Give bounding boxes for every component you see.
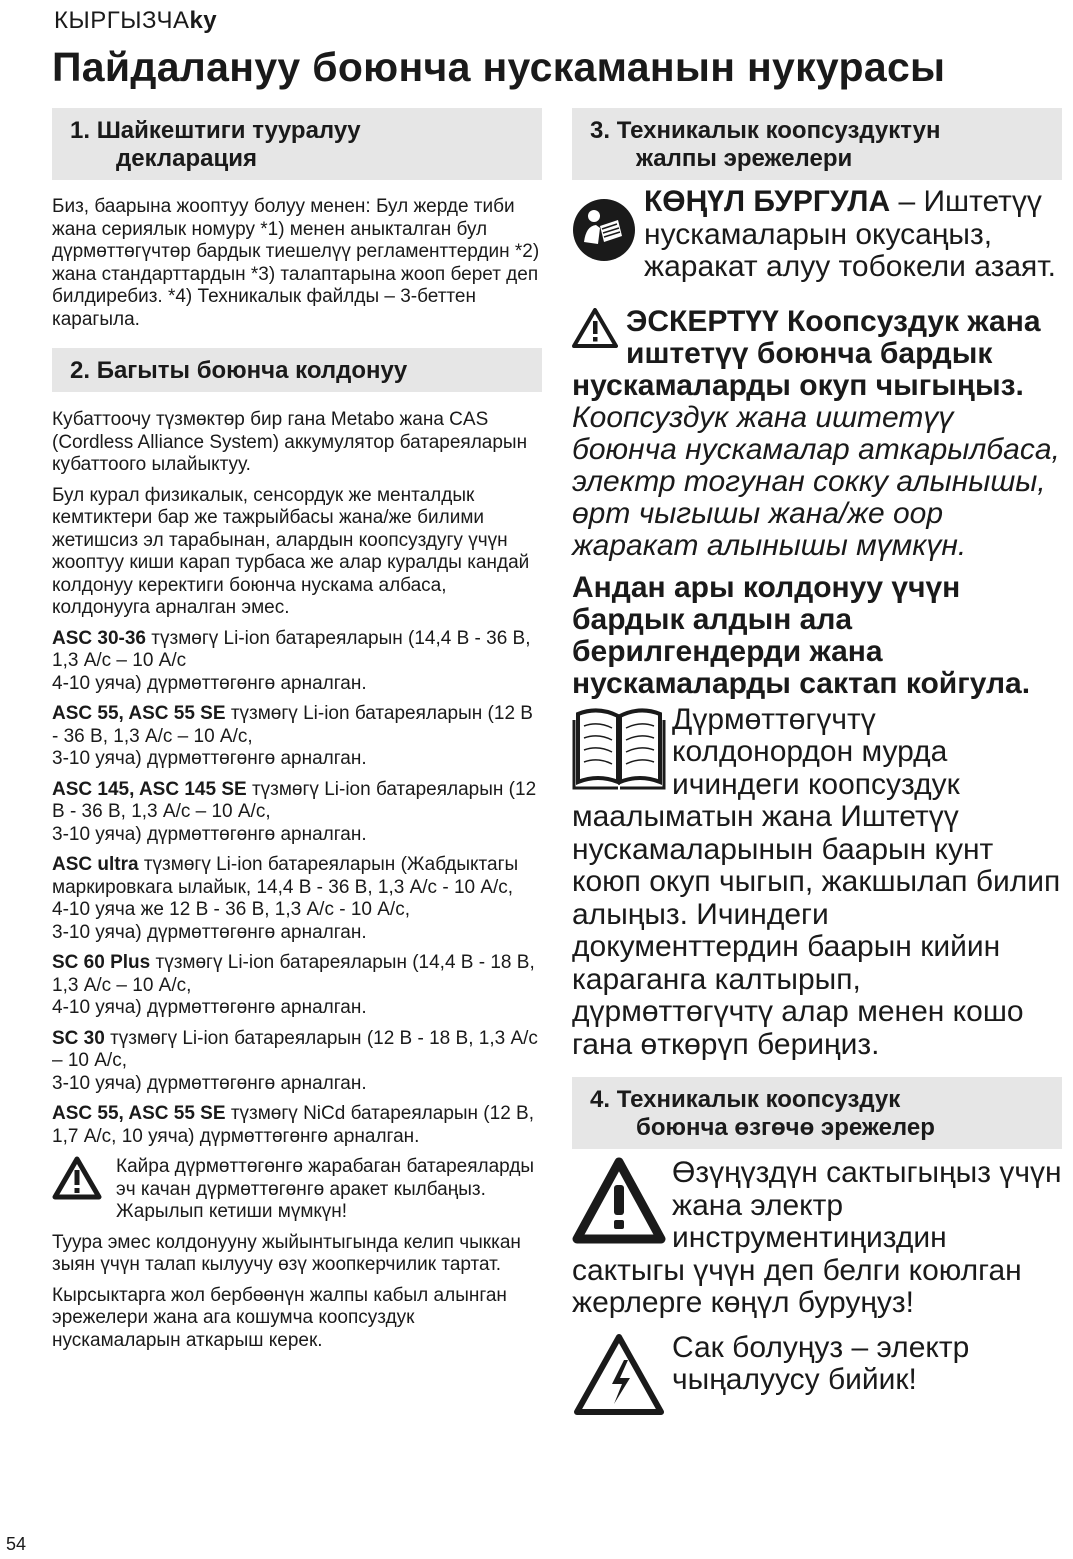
section-1-heading: 1. Шайкештиги тууралуу декларация (52, 108, 542, 180)
section-4-heading: 4. Техникалык коопсуздук боюнча өзгөчө эрежелер (572, 1077, 1062, 1149)
attention-notice (572, 186, 1062, 284)
language-label: КЫРГЫЗЧАky (54, 7, 218, 34)
section-3-heading: 3. Техникалык коопсуздуктун жалпы эрежелери (572, 108, 1062, 180)
model-entry: ASC 55, ASC 55 SE түзмөгү Li-ion батареяларын (12 В - 36 В, 1,3 А/с – 10 А/с, 3-10 уяча) дүрмөттөгөнгө арналган. (52, 703, 533, 769)
page-number: 54 (6, 1534, 27, 1554)
open-book-icon (572, 704, 672, 794)
declaration-text: Биз, баарына жооптуу болуу менен: Бул жерде тиби жана сериялык номуру *1) менен аныкталган бул дүрмөттөгүчтөр бардык тиешелүү регламенттердин *2) жана стандарттардын *3) талаптарына жооп берет деп билдиребиз. *4) Техникалык файлды – 3-беттен карагыла. (52, 196, 540, 330)
liability-text: Туура эмес колдонууну жыйынтыгында келип чыккан зыян үчүн талап кылуучу өзү жоопкерчилик тартат. (52, 1231, 521, 1275)
model-entry: ASC ultra түзмөгү Li-ion батареяларын (Жабдыктагы маркировкага ылайык, 14,4 В - 36 В, 1,3 А/с - 10 А/с, 4-10 уяча же 12 В - 36 В, 1,3 А/с - 10 А/с, 3-10 уяча) дүрмөттөгөнгө арналган. (52, 854, 519, 943)
model-entry: ASC 30-36 түзмөгү Li-ion батареяларын (14,4 В - 36 В, 1,3 А/с – 10 А/с 4-10 уяча) дүрмөттөгөнгө арналган. (52, 627, 531, 694)
warning-triangle-icon (572, 308, 624, 348)
model-entry: SC 30 түзмөгү Li-ion батареяларын (12 В - 18 В, 1,3 А/с – 10 А/с, 3-10 уяча) дүрмөттөгөнгө арналган. (52, 1027, 538, 1094)
manual-notice: Дүрмөттөгүчтү колдонордон мурда ичиндеги коопсуздук маалыматын жана Иштетүү нускамаларынын баарын кунт коюп окуп чыгып, жакшылап билип алыңыз. Ичиндеги документтердин баарын кийин караганга калтырып, дүрмөттөгүчтү алар менен кошо гана өткөрүп бериңиз. (572, 702, 1061, 1061)
battery-warning-text: Кайра дүрмөттөгөнгө жарабаган батареяларды эч качан дүрмөттөгөнгө аракет кылбаңыз. Жарылып кетиши мүмкүн! (116, 1156, 535, 1222)
read-manual-icon (572, 186, 644, 262)
right-column (572, 108, 1062, 1422)
accident-rules-text: Кырсыктарга жол бербөөнүн жалпы кабыл алынган эрежелери жана ага кошумча коопсуздук нускамаларын аткарыш керек. (52, 1284, 507, 1351)
model-entry: ASC 145, ASC 145 SE түзмөгү Li-ion батареяларын (12 В - 36 В, 1,3 А/с – 10 А/с, 3-10 уяча) дүрмөттөгөнгө арналган. (52, 778, 537, 845)
left-column (52, 108, 542, 1352)
battery-warning (52, 1156, 542, 1224)
model-entry: SC 60 Plus түзмөгү Li-ion батареяларын (14,4 В - 18 В, 1,3 А/с – 10 А/с, 4-10 уяча) дүрмөттөгөнгө арналган. (52, 952, 535, 1018)
high-voltage-icon (572, 1332, 672, 1422)
usage-paragraph-2: Бул курал физикалык, сенсордук же менталдык кемтиктери бар же тажрыйбасы жана/же билими жетишсиз эл тарабынан, алардын коопсуздугу үчүн жооптуу киши карап турбаса же алар куралды кандай колдонуу керектиги боюнча нускама албаса, колдонууга арналган эмес. (52, 484, 530, 618)
usage-paragraph-1: Кубаттоочу түзмөктөр бир гана Metabo жана CAS (Cordless Alliance System) аккумулятор батареяларын кубаттоого ылайыктуу. (52, 409, 528, 475)
marked-places-notice: Өзүңүздүн сактыгыңыз үчүн жана электр инструментиңиздин сактыгы үчүн деп белги коюлган жерлерге көңүл буруңуз! (572, 1156, 1062, 1319)
high-voltage-notice: Сак болуңуз – электр чыңалуусу бийик! (572, 1332, 1062, 1397)
page-title: Пайдалануу боюнча нускаманын нукурасы (52, 44, 946, 90)
section-2-heading: 2. Багыты боюнча колдонуу (52, 348, 542, 392)
keep-instructions-text: Андан ары колдонуу үчүн бардык алдын ала берилгендерди жана нускамаларды сактап койгула. (572, 570, 1031, 700)
warning-triangle-icon (572, 1157, 672, 1253)
model-entry: ASC 55, ASC 55 SE түзмөгү NiCd батареяларын (12 В, 1,7 А/с, 10 уяча) дүрмөттөгөнгө арналган. (52, 1103, 534, 1147)
warning-triangle-icon (52, 1156, 116, 1200)
safety-warning-block: ЭСКЕРТҮҮ Коопсуздук жана иштетүү боюнча бардык нускамаларды окуп чыгыңыз. Коопсуздук жана иштетүү боюнча нускамалар аткарылбаса, электр тогунан сокку алынышы, өрт чыгышы жана/же оор жаракат алынышы мүмкүн. (572, 304, 1060, 562)
attention-text: КӨҢҮЛ БУРГУЛА – Иштетүү нускамаларын окусаңыз, жаракат алуу тобокели азаят. (644, 185, 1057, 283)
